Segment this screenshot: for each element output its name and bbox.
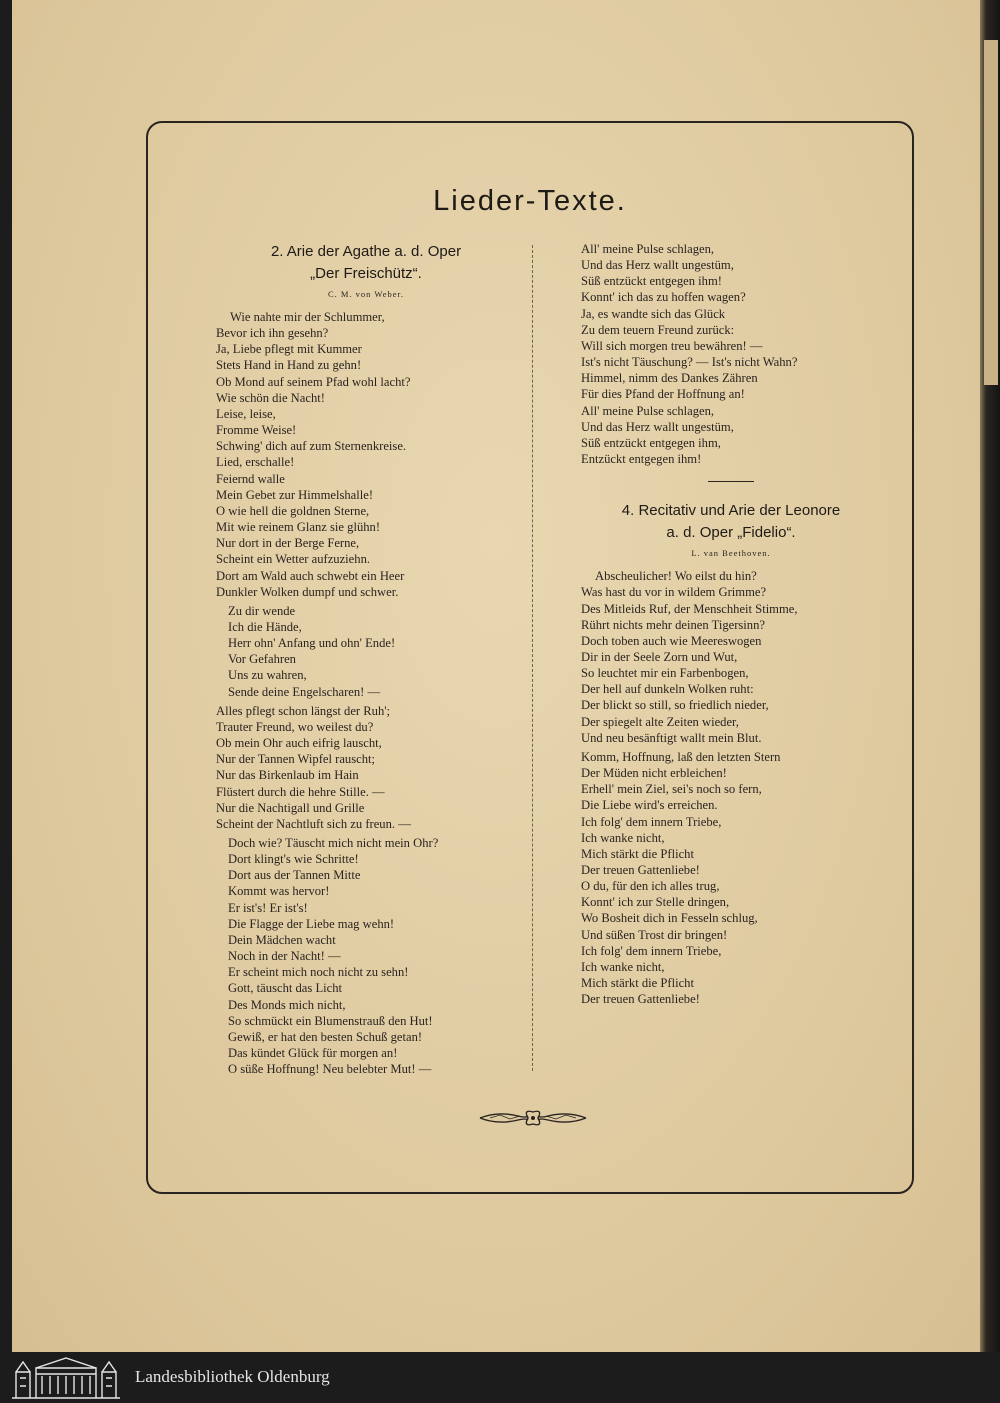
verse-line: Noch in der Nacht! —: [228, 949, 341, 964]
verse-line: Der hell auf dunkeln Wolken ruht:: [581, 682, 754, 697]
verse-line: Mich stärkt die Pflicht: [581, 846, 694, 861]
verse-line: Zu dir wende: [228, 603, 296, 618]
verse-line: Der treuen Gattenliebe!: [581, 863, 700, 877]
left-column: [216, 241, 516, 1080]
verse-line: Trauter Freund, wo weilest du?: [216, 719, 374, 734]
verse-line: All' meine Pulse schlagen,: [581, 242, 715, 256]
verse-line: Doch wie? Täuscht mich nicht mein Ohr?: [228, 836, 439, 850]
verse-line: Süß entzückt entgegen ihm,: [581, 435, 721, 450]
verse-line: Gott, täuscht das Licht: [228, 981, 343, 996]
verse-line: All' meine Pulse schlagen,: [581, 403, 715, 418]
verse-line: Uns zu wahren,: [228, 668, 307, 683]
verse-line: Vor Gefahren: [228, 652, 296, 667]
verse-line: Alles pflegt schon längst der Ruh';: [216, 703, 391, 718]
verse-line: Konnt' ich zur Stelle dringen,: [581, 895, 730, 910]
verse-line: Die Flagge der Liebe mag wehn!: [228, 916, 395, 931]
verse-line: Er scheint mich noch nicht zu sehn!: [228, 965, 409, 980]
verse-line: Mich stärkt die Pflicht: [581, 976, 694, 991]
verse-line: Dunkler Wolken dumpf und schwer.: [216, 584, 399, 599]
song-4-composer: L. van Beethoven.: [691, 548, 771, 559]
section-rule: [708, 481, 754, 482]
verse-line: Abscheulicher! Wo eilst du hin?: [595, 569, 757, 584]
verse-line: Der blickt so still, so friedlich nieder,: [581, 698, 769, 713]
song-2-heading: [216, 241, 516, 285]
library-building-icon: [8, 1356, 124, 1400]
verse-line: Mit wie reinem Glanz sie glühn!: [216, 520, 381, 535]
verse-line: Scheint der Nachtluft sich zu freun. —: [216, 816, 411, 831]
verse-line: Rührt nichts mehr deinen Tigersinn?: [581, 617, 765, 632]
verse-line: O du, für den ich alles trug,: [581, 879, 720, 894]
verse-line: Dort am Wald auch schwebt ein Heer: [216, 568, 405, 583]
verse-line: Herr ohn' Anfang und ohn' Ende!: [228, 636, 396, 651]
verse-line: Entzückt entgegen ihm!: [581, 452, 702, 467]
verse-line: Wie nahte mir der Schlummer,: [230, 310, 385, 324]
verse-line: Wie schön die Nacht!: [216, 390, 325, 405]
verse-line: Dort aus der Tannen Mitte: [228, 868, 361, 883]
verse-line: So leuchtet mir ein Farbenbogen,: [581, 666, 749, 681]
song-2-stanza-2: [216, 603, 516, 700]
verse-line: Nur die Nachtigall und Grille: [216, 800, 365, 815]
verse-line: Und das Herz wallt ungestüm,: [581, 419, 734, 434]
verse-line: Bevor ich ihn gesehn?: [216, 326, 329, 341]
scanned-page: [12, 0, 980, 1352]
verse-line: Er ist's! Er ist's!: [228, 900, 308, 915]
verse-line: Ich folg' dem innern Triebe,: [581, 814, 722, 829]
footer-bar: [0, 1352, 1000, 1403]
verse-line: Des Mitleids Ruf, der Menschheit Stimme,: [581, 601, 798, 616]
verse-line: Sende deine Engelscharen! —: [228, 684, 381, 699]
verse-line: Stets Hand in Hand zu gehn!: [216, 358, 362, 373]
verse-line: Scheint ein Wetter aufzuziehn.: [216, 552, 371, 567]
verse-line: Und das Herz wallt ungestüm,: [581, 258, 734, 273]
verse-line: So schmückt ein Blumenstrauß den Hut!: [228, 1013, 433, 1028]
verse-line: Nur dort in der Berge Ferne,: [216, 536, 360, 551]
song-4-heading-line1: 4. Recitativ und Arie der Leonore: [621, 502, 841, 520]
verse-line: Flüstert durch die hehre Stille. —: [216, 784, 385, 799]
song-2-stanza-4: [216, 835, 516, 1077]
verse-line: Ich wanke nicht,: [581, 959, 665, 974]
page-edge-tab: [984, 40, 998, 385]
song-2-composer: C. M. von Weber.: [327, 289, 405, 299]
verse-line: Der Müden nicht erbleichen!: [581, 766, 727, 781]
song-4-stanza-2: [581, 749, 881, 1008]
institution-name: Landesbibliothek Oldenburg: [135, 1367, 330, 1386]
song-4-heading: [581, 500, 881, 544]
verse-line: Mein Gebet zur Himmelshalle!: [216, 487, 374, 502]
verse-line: Erhell' mein Ziel, sei's noch so fern,: [581, 782, 762, 797]
verse-line: Kommt was hervor!: [228, 884, 330, 899]
verse-line: Gewiß, er hat den besten Schuß getan!: [228, 1029, 423, 1044]
verse-line: Und neu besänftigt wallt mein Blut.: [581, 730, 762, 745]
right-column: [581, 241, 881, 1010]
verse-line: Des Monds mich nicht,: [228, 997, 346, 1012]
song-2-stanza-1: [216, 309, 516, 600]
verse-line: O süße Hoffnung! Neu belebter Mut! —: [228, 1062, 432, 1077]
verse-line: Leise, leise,: [216, 406, 276, 421]
verse-line: Ja, es wandte sich das Glück: [581, 306, 726, 321]
verse-line: Lied, erschalle!: [216, 455, 295, 470]
page-title: Lieder-Texte.: [433, 185, 627, 217]
verse-line: Will sich morgen treu bewähren! —: [581, 338, 763, 353]
verse-line: Wo Bosheit dich in Fesseln schlug,: [581, 911, 758, 926]
song-4-heading-line2: a. d. Oper „Fidelio“.: [666, 524, 796, 542]
ribbon-ornament-icon: [478, 1107, 588, 1129]
verse-line: Der treuen Gattenliebe!: [581, 992, 700, 1007]
verse-line: O wie hell die goldnen Sterne,: [216, 503, 370, 518]
verse-line: Der spiegelt alte Zeiten wieder,: [581, 714, 739, 729]
verse-line: Das kündet Glück für morgen an!: [228, 1046, 398, 1061]
verse-line: Ich folg' dem innern Triebe,: [581, 943, 722, 958]
content-frame: [146, 121, 914, 1194]
verse-line: Die Liebe wird's erreichen.: [581, 798, 718, 813]
verse-line: Feiernd walle: [216, 471, 285, 486]
verse-line: Und süßen Trost dir bringen!: [581, 927, 728, 942]
verse-line: Komm, Hoffnung, laß den letzten Stern: [581, 749, 781, 764]
verse-line: Konnt' ich das zu hoffen wagen?: [581, 290, 746, 305]
verse-line: Nur der Tannen Wipfel rauscht;: [216, 752, 376, 767]
verse-line: Was hast du vor in wildem Grimme?: [581, 585, 767, 600]
verse-line: Doch toben auch wie Meereswogen: [581, 633, 762, 648]
verse-line: Ob Mond auf seinem Pfad wohl lacht?: [216, 374, 411, 389]
verse-line: Ich wanke nicht,: [581, 830, 665, 845]
verse-line: Nur das Birkenlaub im Hain: [216, 768, 359, 783]
verse-line: Für dies Pfand der Hoffnung an!: [581, 387, 745, 402]
song-2-stanza-3: [216, 703, 516, 832]
verse-line: Ob mein Ohr auch eifrig lauscht,: [216, 736, 382, 751]
column-divider: [532, 245, 533, 1071]
verse-line: Dein Mädchen wacht: [228, 932, 336, 947]
verse-line: Süß entzückt entgegen ihm!: [581, 274, 722, 289]
verse-line: Zu dem teuern Freund zurück:: [581, 322, 735, 337]
verse-line: Schwing' dich auf zum Sternenkreise.: [216, 439, 407, 454]
verse-line: Ich die Hände,: [228, 619, 302, 634]
verse-line: Dir in der Seele Zorn und Wut,: [581, 649, 738, 664]
song-4-stanza-1: [581, 568, 881, 746]
verse-line: Fromme Weise!: [216, 423, 297, 438]
song-2-heading-line2: „Der Freischütz“.: [310, 265, 422, 282]
verse-line: Himmel, nimm des Dankes Zähren: [581, 371, 758, 386]
song-2-heading-line1: 2. Arie der Agathe a. d. Oper: [270, 243, 462, 260]
verse-line: Ja, Liebe pflegt mit Kummer: [216, 342, 362, 357]
verse-line: Ist's nicht Täuschung? — Ist's nicht Wahn?: [581, 355, 798, 370]
verse-line: Dort klingt's wie Schritte!: [228, 852, 359, 867]
song-continuation: [581, 241, 881, 467]
